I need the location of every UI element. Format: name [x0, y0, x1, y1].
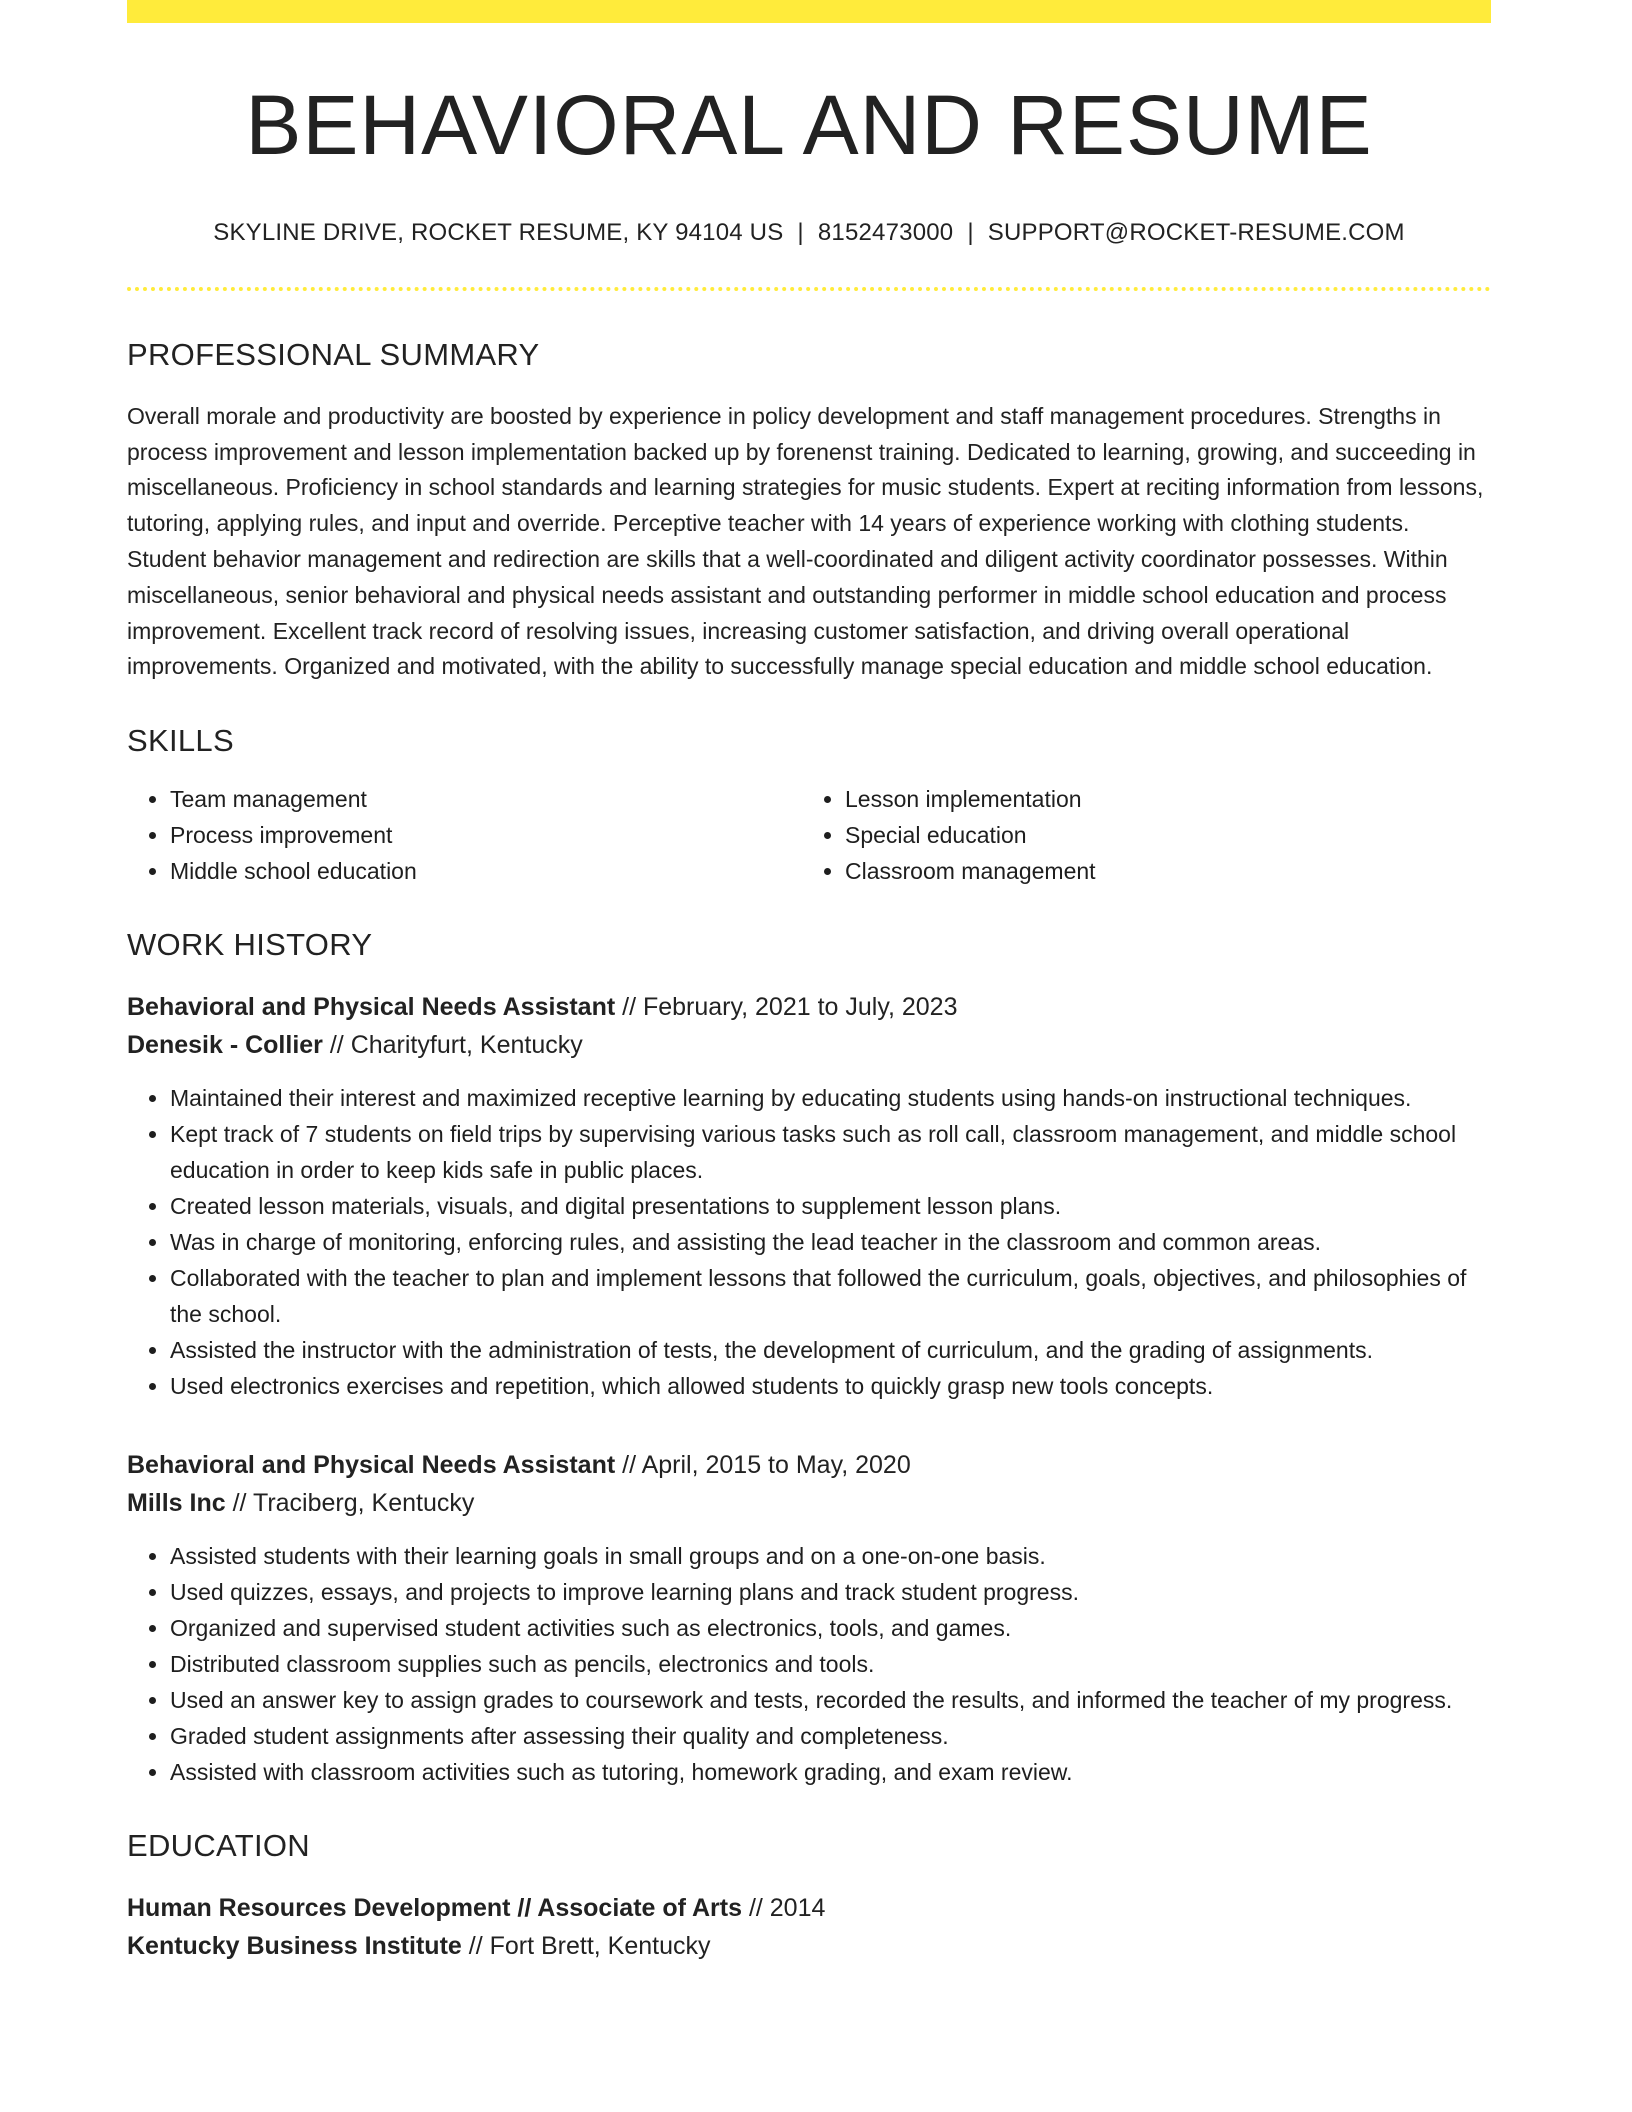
job-bullet: • Maintained their interest and maximized receptive learning by educating students using hands-on instructional techniques.	[170, 1080, 1491, 1116]
education-school-line	[127, 1928, 1491, 1966]
contact-phone[interactable]: 8152473000	[817, 219, 954, 246]
job-bullet: • Graded student assignments after assessing their quality and completeness.	[170, 1718, 1491, 1754]
job-location: // Charityfurt, Kentucky	[322, 1030, 583, 1059]
dotted-divider	[127, 287, 1491, 291]
job-bullet: • Assisted the instructor with the administration of tests, the development of curriculum, and the grading of assignments.	[170, 1332, 1491, 1368]
job-bullet: • Assisted students with their learning goals in small groups and on a one-on-one basis.	[170, 1538, 1491, 1574]
education-heading: EDUCATION	[127, 1828, 310, 1864]
contact-line	[127, 219, 1491, 248]
job-bullet: • Collaborated with the teacher to plan and implement lessons that followed the curriculum, goals, objectives, and philosophies of the school.	[170, 1260, 1491, 1332]
job-bullet: • Used quizzes, essays, and projects to improve learning plans and track student progress.	[170, 1574, 1491, 1610]
contact-address: SKYLINE DRIVE, ROCKET RESUME, KY 94104 US	[213, 219, 784, 246]
skills-columns	[127, 781, 1491, 889]
skills-list-left	[127, 781, 800, 889]
contact-separator: |	[967, 219, 974, 246]
skill-item: • Team management	[170, 781, 800, 817]
education-school: Kentucky Business Institute	[127, 1931, 462, 1960]
education-location: // Fort Brett, Kentucky	[461, 1931, 711, 1960]
job-bullet: • Kept track of 7 students on field trips by supervising various tasks such as roll call, classroom management, and middle school education in order to keep kids safe in public places.	[170, 1116, 1491, 1188]
job-entry	[127, 989, 1491, 1404]
job-company: Mills Inc	[127, 1488, 226, 1517]
job-company-line	[127, 1027, 1491, 1065]
skill-item: • Middle school education	[170, 853, 800, 889]
job-bullets	[127, 1538, 1491, 1790]
job-dates: // February, 2021 to July, 2023	[615, 993, 958, 1022]
accent-top-bar	[127, 0, 1491, 23]
job-company: Denesik - Collier	[127, 1030, 323, 1059]
job-bullet: • Used an answer key to assign grades to coursework and tests, recorded the results, and informed the teacher of my progress.	[170, 1682, 1491, 1718]
skills-list-right	[800, 781, 1475, 889]
job-bullet: • Created lesson materials, visuals, and digital presentations to supplement lesson plans.	[170, 1188, 1491, 1224]
skill-item: • Special education	[845, 817, 1475, 853]
skill-item: • Lesson implementation	[845, 781, 1475, 817]
work-history-heading: WORK HISTORY	[127, 927, 373, 963]
summary-text: Overall morale and productivity are boosted by experience in policy development and staff management procedures. Strengths in process improvement and lesson implementation backed up by forenenst training. Dedicated to learning, growing, and succeeding in miscellaneous. Proficiency in school standards and learning strategies for music students. Expert at reciting information from lessons, tutoring, applying rules, and input and override. Perceptive teacher with 14 years of experience working with clothing students. Student behavior management and redirection are skills that a well-coordinated and diligent activity coordinator possesses. Within miscellaneous, senior behavioral and physical needs assistant and outstanding performer in middle school education and process improvement. Excellent track record of resolving issues, increasing customer satisfaction, and driving overall operational improvements. Organized and motivated, with the ability to successfully manage special education and middle school education.	[127, 402, 1484, 680]
contact-email[interactable]: SUPPORT@ROCKET-RESUME.COM	[987, 219, 1405, 246]
skill-item: • Process improvement	[170, 817, 800, 853]
education-year: // 2014	[742, 1894, 826, 1923]
education-entry	[127, 1890, 1491, 1965]
resume-name: BEHAVIORAL AND RESUME	[245, 78, 1373, 172]
job-entry	[127, 1447, 1491, 1790]
skill-item: • Classroom management	[845, 853, 1475, 889]
job-location: // Traciberg, Kentucky	[225, 1488, 475, 1517]
job-bullet: • Organized and supervised student activities such as electronics, tools, and games.	[170, 1610, 1491, 1646]
summary-heading: PROFESSIONAL SUMMARY	[127, 336, 540, 372]
job-title-line	[127, 1447, 1491, 1485]
contact-separator: |	[797, 219, 804, 246]
education-degree-line	[127, 1890, 1491, 1928]
job-bullet: • Was in charge of monitoring, enforcing rules, and assisting the lead teacher in the classroom and common areas.	[170, 1224, 1491, 1260]
job-position: Behavioral and Physical Needs Assistant	[127, 993, 616, 1022]
job-dates: // April, 2015 to May, 2020	[615, 1451, 911, 1480]
job-position: Behavioral and Physical Needs Assistant	[127, 1451, 616, 1480]
job-company-line	[127, 1485, 1491, 1523]
job-bullet: • Used electronics exercises and repetition, which allowed students to quickly grasp new tools concepts.	[170, 1368, 1491, 1404]
skills-heading: SKILLS	[127, 723, 234, 759]
job-bullet: • Distributed classroom supplies such as pencils, electronics and tools.	[170, 1646, 1491, 1682]
job-bullet: • Assisted with classroom activities such as tutoring, homework grading, and exam review.	[170, 1754, 1491, 1790]
job-title-line	[127, 989, 1491, 1027]
resume-page	[127, 0, 1491, 1965]
job-bullets	[127, 1080, 1491, 1404]
education-degree: Human Resources Development // Associate of Arts	[127, 1894, 742, 1923]
